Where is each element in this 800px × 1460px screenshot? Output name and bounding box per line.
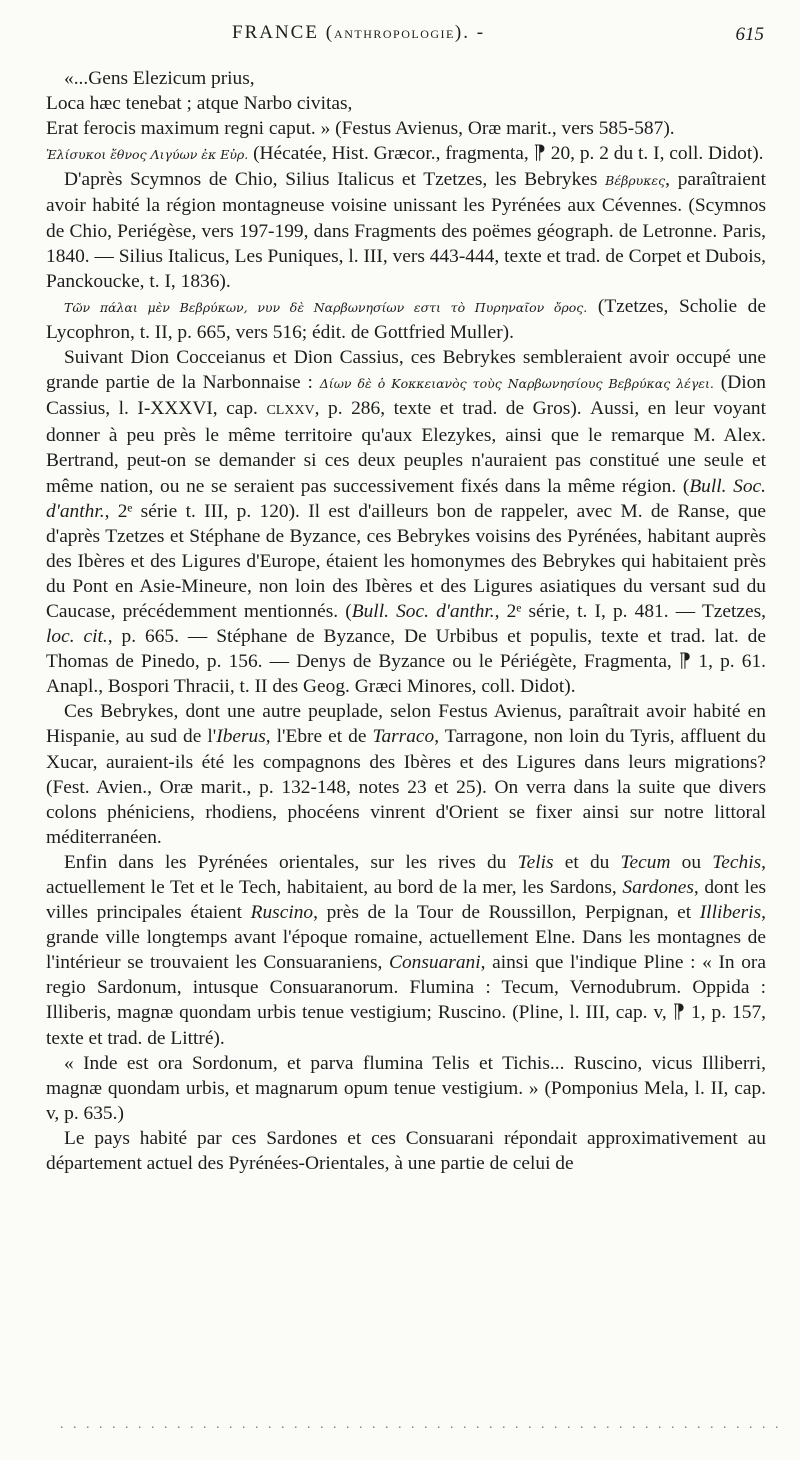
page-header <box>0 22 800 52</box>
text-segment: , p. 665. — Stéphane de Byzance, De Urbibus et populis, texte et trad. lat. de Thomas de Pinedo, p. 156. — Denys de Byzance ou le Périégète, Fragmenta, ⁋ 1, p. 61. Anapl., Bospori Thracii, t. II des Geog. Græci Minores, coll. Didot). <box>46 626 766 698</box>
running-head-end: ). - <box>454 22 486 43</box>
paragraph <box>46 1051 766 1126</box>
text-segment: Suivant Dion Cocceianus et Dion Cassius, ces Bebrykes sembleraient avoir occupé une grande partie de la Narbonnaise : <box>46 347 766 394</box>
italic-text: Tarraco <box>372 726 435 748</box>
footer-dots: . . . . . . . . . . . . . . . . . . . . . . . . . . . . . . . . . . . . . . . . . . . . . . . . . . . . . . . . <box>60 1417 782 1432</box>
italic-text: Bull. Soc. d'anthr. <box>46 475 766 522</box>
italic-text: Sardones <box>622 877 694 898</box>
page-number: 615 <box>735 24 764 45</box>
greek-text: Τῶν πάλαι μὲν Βεβρύκων, νυν δὲ Ναρβωνησίων εστι τὸ Πυρηναῖον ὄρος. <box>64 299 588 315</box>
italic-text: Techis <box>712 851 762 873</box>
text-segment: , grande ville longtemps avant l'époque romaine, actuellement Elne. Dans les montagnes de l'intérieur se trouvaient les Consuaraniens, <box>46 902 766 974</box>
text-segment: ou <box>670 851 713 873</box>
text-segment: « Inde est ora Sordonum, et parva flumina Telis et Tichis... Ruscino, vicus Illiberri, magnæ quondam urbis, et magnarum opum tenue vestigium. » (Pomponius Mela, l. II, cap. v, p. 635.) <box>46 1052 766 1124</box>
italic-text: Iberus <box>216 726 266 748</box>
paragraph <box>46 699 766 850</box>
running-head <box>232 22 485 44</box>
paragraph <box>46 167 766 293</box>
text-segment: Ces Bebrykes, dont une autre peuplade, selon Festus Avienus, paraîtrait avoir habité en Hispanie, au sud de l' <box>46 701 766 748</box>
text-segment: D'après Scymnos de Chio, Silius Italicus et Tzetzes, les Bebrykes <box>64 169 606 191</box>
text-segment: (Hécatée, Hist. Græcor., fragmenta, ⁋ 20, p. 2 du t. I, coll. Didot). <box>248 143 764 165</box>
italic-text: Ruscino <box>250 902 314 924</box>
text-segment: , actuellement le Tet et le Tech, habitaient, au bord de la mer, les Sardons, <box>46 851 766 898</box>
text-segment: et du <box>553 851 621 873</box>
text-segment: , dont les villes principales étaient <box>46 877 766 924</box>
paragraph <box>46 141 766 167</box>
paragraph <box>46 66 766 141</box>
text-segment: Enfin dans les Pyrénées orientales, sur les rives du <box>64 851 518 873</box>
greek-text: Δίων δὲ ὁ Κοκκειανὸς τοὺς Ναρβωνησίους Βεβρύκας λέγει. <box>319 376 714 392</box>
text-segment: , l'Ebre et de <box>265 726 373 748</box>
italic-text: Consuarani <box>389 952 481 974</box>
greek-text: Ἐλίσυκοι ἔθνος Λιγύων ἐκ Εὐρ. <box>46 147 249 163</box>
body-text <box>46 66 766 1176</box>
italic-text: Tecum <box>620 851 671 873</box>
text-segment: (Dion Cassius, l. I-XXXVI, cap. <box>46 372 766 420</box>
italic-text: Bull. Soc. d'anthr. <box>351 600 495 622</box>
italic-text: loc. cit. <box>46 626 108 648</box>
paragraph <box>46 1126 766 1176</box>
text-segment: Le pays habité par ces Sardones et ces Consuarani répondait approximativement au département actuel des Pyrénées-Orientales, à une partie de celui de <box>46 1127 766 1175</box>
text-segment: , ainsi que l'indique Pline : « In ora regio Sardonum, intusque Consuaranorum. Flumina : Tecum, Vernodubrum. Oppida : Illiberis, magnæ quondam urbis tenue vestigium; Ruscino. (Pline, l. III, cap. v, ⁋ 1, p. 157, texte et trad. de Littré). <box>46 952 766 1049</box>
italic-text: Illiberis <box>699 902 762 924</box>
paragraph <box>46 345 766 699</box>
text-segment: CLXXV <box>266 403 315 419</box>
text-segment: , 2ᵉ série, t. I, p. 481. — Tzetzes, <box>494 600 767 622</box>
text-segment: (Tzetzes, Scholie de Lycophron, t. II, p. 665, vers 516; édit. de Gottfried Muller). <box>46 295 766 343</box>
text-segment: Erat ferocis maximum regni caput. » (Festus Avienus, Oræ marit., vers 585-587). <box>46 118 675 140</box>
text-segment: , p. 286, texte et trad. de Gros). Aussi, en leur voyant donner à peu près le même territoire qu'aux Elezykes, ainsi que le remarque M. Alex. Bertrand, peut-on se demander si ces deux peuples n'auraient pas constitué une seule et même nation, ou ne se seraient pas successivement fixés dans la même région. ( <box>46 398 766 497</box>
paragraph <box>46 294 766 345</box>
italic-text: Telis <box>517 851 554 873</box>
text-segment: «...Gens Elezicum prius, <box>64 68 255 89</box>
paragraph <box>46 850 766 1051</box>
text-segment: , près de la Tour de Roussillon, Perpignan, et <box>313 902 700 924</box>
running-head-main: FRANCE ( <box>232 22 335 43</box>
running-head-smallcaps: ANTHROPOLOGIE <box>334 27 455 41</box>
text-segment: , Tarragone, non loin du Tyris, affluent du Xucar, auraient-ils été les compagnons des Ibères et des Ligures dans leurs migrations? (Fest. Avien., Oræ marit., p. 132-148, notes 23 et 25). On verra dans la suite que divers colons phéniciens, rhodiens, phocéens vinrent d'Orient se fixer ainsi sur notre littoral méditerranéen. <box>46 726 766 848</box>
text-segment: Loca hæc tenebat ; atque Narbo civitas, <box>46 93 353 115</box>
text-segment: , paraîtraient avoir habité la région montagneuse voisine unissant les Pyrénées aux Cévennes. (Scymnos de Chio, Periégèse, vers 197-199, dans Fragments des poëmes géograph. de Letronne. Paris, 1840. — Silius Italicus, Les Puniques, l. III, vers 443-444, texte et trad. de Corpet et Dubois, Panckoucke, t. I, 1836). <box>46 169 766 292</box>
text-segment: , 2ᵉ série t. III, p. 120). Il est d'ailleurs bon de rappeler, avec M. de Ranse, que d'après Tzetzes et Stéphane de Byzance, ces Bebrykes voisins des Pyrénées, habitant auprès des Ibères et des Ligures d'Europe, étaient les homonymes des Bebrykes qui habitaient près du Pont en Asie-Mineure, non loin des Ibères et des Ligures asiatiques du versant sud du Caucase, précédemment mentionnés. ( <box>46 500 766 622</box>
greek-text: Βέβρυκες <box>605 173 666 189</box>
